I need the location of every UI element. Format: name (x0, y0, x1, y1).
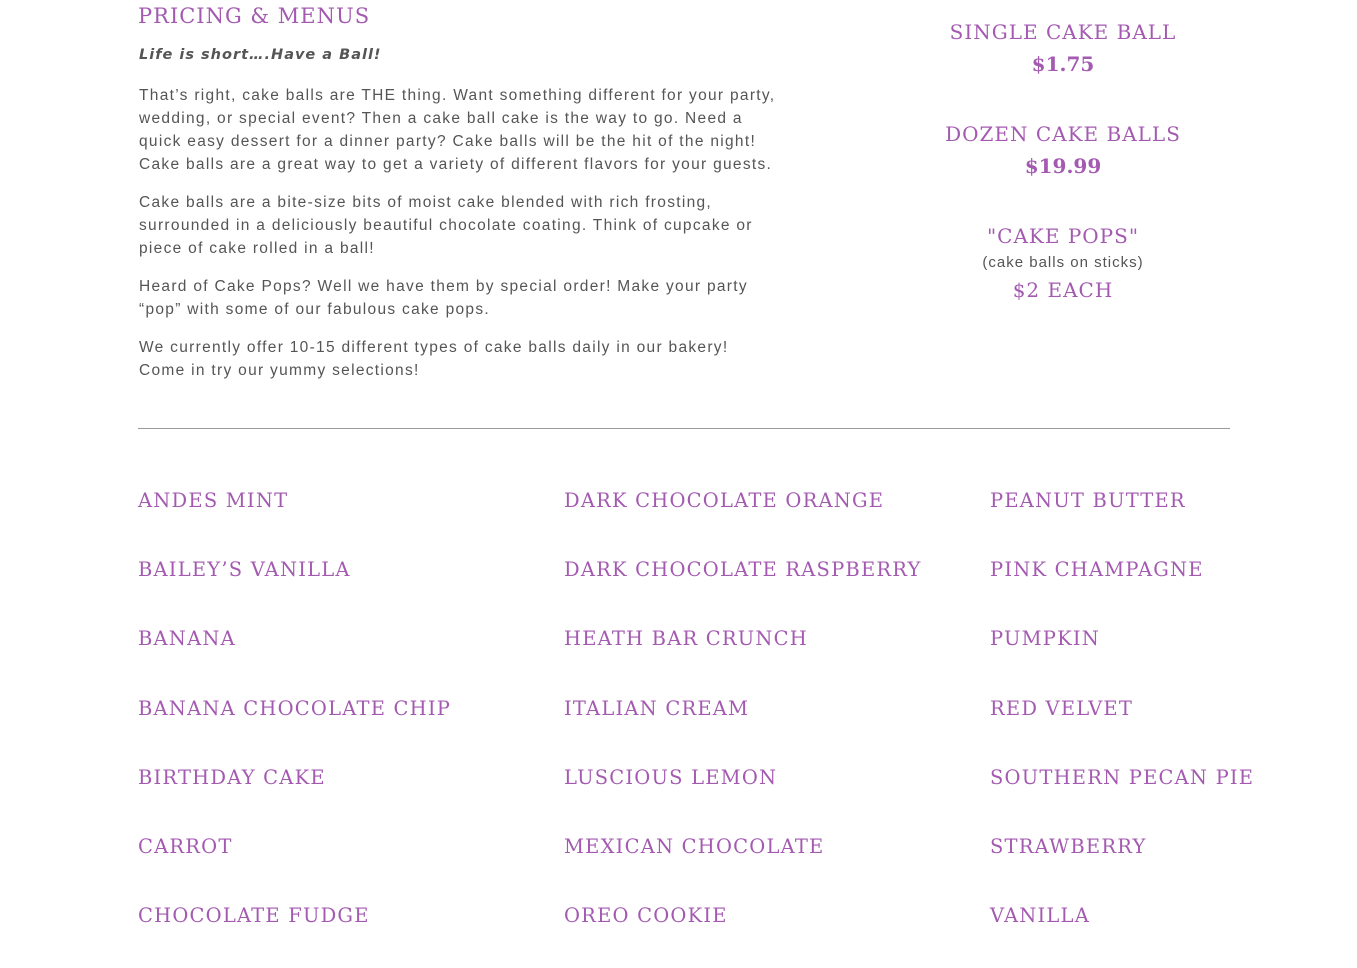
price-name: SINGLE CAKE BALL (949, 20, 1177, 44)
flavor-item: MEXICAN CHOCOLATE (564, 834, 825, 858)
flavor-item: BANANA CHOCOLATE CHIP (138, 696, 452, 720)
flavor-item: VANILLA (990, 904, 1090, 928)
flavor-item: SOUTHERN PECAN PIE (990, 765, 1255, 789)
flavor-item: OREO COOKIE (564, 904, 728, 928)
flavor-item: BIRTHDAY CAKE (138, 765, 326, 789)
price-value: $19.99 (1024, 154, 1102, 178)
intro-paragraph: We currently offer 10-15 different types of cake balls daily in our bakery! Come in try our yummy selections! (139, 339, 729, 379)
flavor-item: ANDES MINT (138, 489, 289, 512)
price-cake-pops (900, 220, 1226, 306)
flavor-item: BAILEY’S VANILLA (138, 558, 351, 582)
flavor-item: DARK CHOCOLATE ORANGE (564, 489, 885, 512)
flavor-item: STRAWBERRY (990, 834, 1147, 858)
flavor-item: CARROT (138, 834, 233, 858)
price-single-cake-ball (900, 16, 1226, 80)
intro-paragraph: Heard of Cake Pops? Well we have them by special order! Make your party “pop” with some of our fabulous cake pops. (139, 278, 748, 318)
flavor-item: PINK CHAMPAGNE (990, 558, 1204, 582)
tagline: Life is short….Have a Ball! (139, 47, 382, 63)
flavor-item: PEANUT BUTTER (990, 489, 1186, 512)
flavor-grid (138, 484, 1255, 968)
price-name: DOZEN CAKE BALLS (945, 122, 1181, 146)
flavor-item: ITALIAN CREAM (564, 696, 750, 720)
price-value: $1.75 (1031, 52, 1095, 76)
price-value: $2 EACH (1012, 278, 1114, 302)
flavor-item: DARK CHOCOLATE RASPBERRY (564, 558, 922, 582)
section-divider (138, 428, 1230, 429)
flavor-item: CHOCOLATE FUDGE (138, 904, 370, 928)
price-note: (cake balls on sticks) (982, 254, 1144, 271)
flavor-item: HEATH BAR CRUNCH (564, 627, 808, 651)
price-dozen-cake-balls (900, 118, 1226, 182)
page-title: PRICING & MENUS (138, 4, 371, 28)
flavor-item: BANANA (138, 627, 236, 651)
flavor-item: LUSCIOUS LEMON (564, 765, 778, 789)
flavor-item: PUMPKIN (990, 627, 1101, 651)
intro-paragraph: That’s right, cake balls are THE thing. Want something different for your party, wedding, or special event? Then a cake ball cake is the way to go. Need a quick easy dessert for a dinner party? Cake balls will be the hit of the night! Cake balls are a great way to get a variety of different flavors for your guests. (139, 87, 776, 173)
intro-paragraph: Cake balls are a bite-size bits of moist cake blended with rich frosting, surrounded in a deliciously beautiful chocolate coating. Think of cupcake or piece of cake rolled in a ball! (139, 194, 753, 257)
price-name: "CAKE POPS" (986, 224, 1140, 248)
intro-text (139, 84, 779, 397)
flavor-item: RED VELVET (990, 696, 1134, 720)
